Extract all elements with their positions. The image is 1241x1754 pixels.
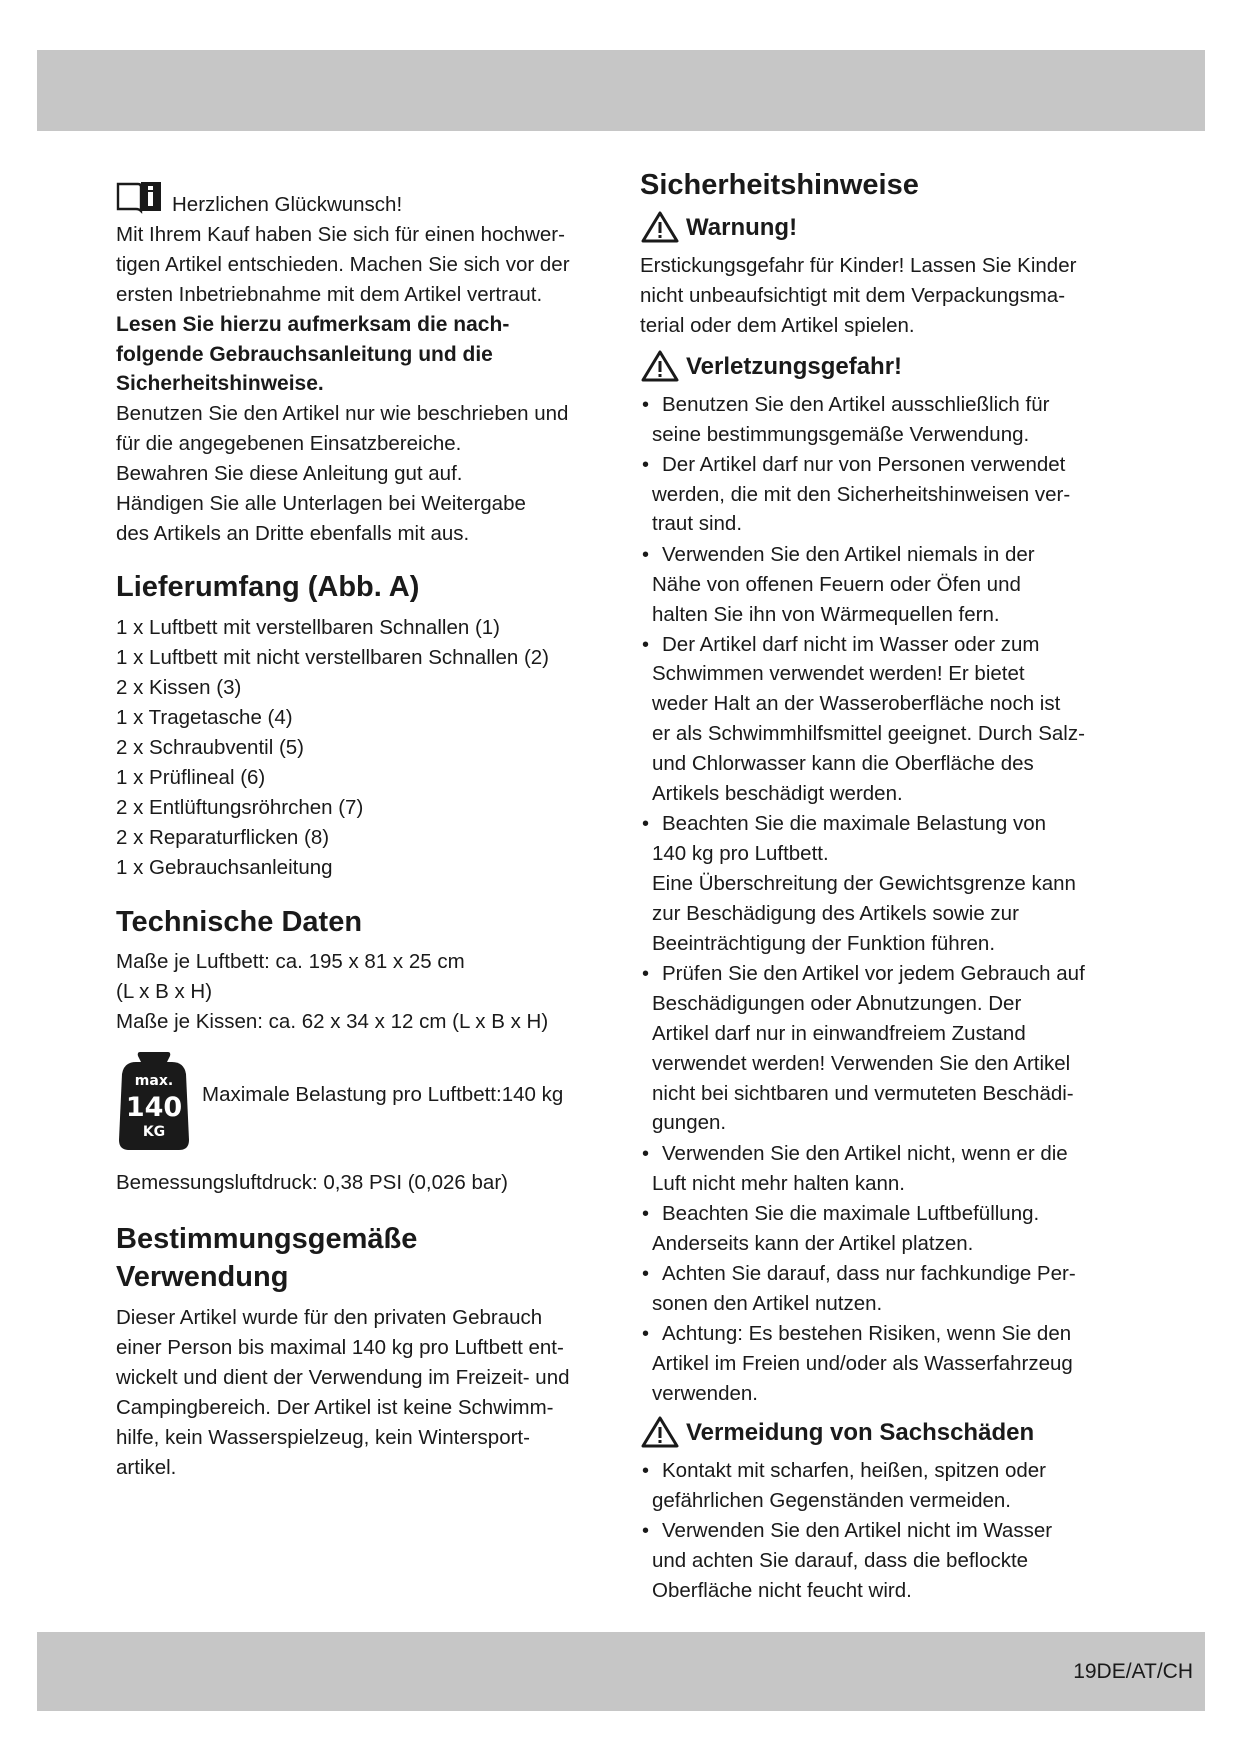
- verletzung-line: Beeinträchtigung der Funktion führen.: [652, 932, 996, 955]
- verletzung-line: gungen.: [652, 1111, 727, 1134]
- lieferumfang-item: 2 x Entlüftungsröhrchen (7): [116, 796, 364, 819]
- bullet: •: [642, 1520, 650, 1542]
- verletzung-line: Eine Überschreitung der Gewichtsgrenze kann: [652, 872, 1076, 895]
- intro-more-line: des Artikels an Dritte ebenfalls mit aus.: [116, 522, 470, 545]
- verletzung-line: Schwimmen verwendet werden! Er bietet: [652, 662, 1025, 685]
- technische-line: Maße je Luftbett: ca. 195 x 81 x 25 cm: [116, 950, 465, 973]
- sach-line: gefährlichen Gegenständen vermeiden.: [652, 1489, 1011, 1512]
- verletzung-line: Prüfen Sie den Artikel vor jedem Gebrauch auf: [662, 962, 1085, 985]
- verletzung-line: Beachten Sie die maximale Luftbefüllung.: [662, 1202, 1040, 1225]
- verletzung-line: Anderseits kann der Artikel platzen.: [652, 1232, 974, 1255]
- verletzung-heading: Verletzungsgefahr!: [686, 353, 903, 380]
- verletzung-line: Artikel darf nur in einwandfreiem Zustand: [652, 1022, 1026, 1045]
- lieferumfang-item: 2 x Schraubventil (5): [116, 736, 305, 759]
- bestimmung-line: artikel.: [116, 1456, 177, 1479]
- verletzung-line: Verwenden Sie den Artikel nicht, wenn er die: [662, 1142, 1068, 1165]
- verletzung-line: Benutzen Sie den Artikel ausschließlich für: [662, 393, 1050, 416]
- weight-max-icon: [118, 1048, 190, 1152]
- bestimmung-line: wickelt und dient der Verwendung im Freizeit- und: [116, 1366, 570, 1389]
- sach-line: und achten Sie darauf, dass die beflockte: [652, 1549, 1029, 1572]
- bullet: •: [642, 454, 650, 476]
- intro-line: Mit Ihrem Kauf haben Sie sich für einen hochwer-: [116, 223, 565, 246]
- max-load-text: Maximale Belastung pro Luftbett:140 kg: [202, 1083, 564, 1106]
- technische-line: Maße je Kissen: ca. 62 x 34 x 12 cm (L x B x H): [116, 1010, 549, 1033]
- warning-triangle-icon: [640, 1415, 680, 1449]
- lieferumfang-item: 2 x Kissen (3): [116, 676, 242, 699]
- sach-line: Kontakt mit scharfen, heißen, spitzen oder: [662, 1459, 1047, 1482]
- warnung-line: terial oder dem Artikel spielen.: [640, 314, 915, 337]
- verletzung-line: sonen den Artikel nutzen.: [652, 1292, 883, 1315]
- verletzung-line: Der Artikel darf nur von Personen verwendet: [662, 453, 1066, 476]
- intro-line: ersten Inbetriebnahme mit dem Artikel vertraut.: [116, 283, 543, 306]
- verletzung-line: Achtung: Es bestehen Risiken, wenn Sie den: [662, 1322, 1072, 1345]
- verletzung-line: werden, die mit den Sicherheitshinweisen ver-: [652, 483, 1071, 506]
- warnung-heading: Warnung!: [686, 214, 798, 241]
- verletzung-line: seine bestimmungsgemäße Verwendung.: [652, 423, 1030, 446]
- lieferumfang-item: 1 x Prüflineal (6): [116, 766, 266, 789]
- sicherheit-heading: Sicherheitshinweise: [640, 169, 919, 201]
- intro-more-line: für die angegebenen Einsatzbereiche.: [116, 432, 462, 455]
- bullet: •: [642, 394, 650, 416]
- bullet: •: [642, 813, 650, 835]
- bullet: •: [642, 1263, 650, 1285]
- sach-heading: Vermeidung von Sachschäden: [686, 1419, 1035, 1446]
- lieferumfang-item: 1 x Luftbett mit verstellbaren Schnallen (1): [116, 616, 500, 639]
- technische-heading: Technische Daten: [116, 906, 363, 938]
- footer-band: [37, 1632, 1205, 1711]
- verletzung-line: halten Sie ihn von Wärmequellen fern.: [652, 603, 1000, 626]
- verletzung-line: traut sind.: [652, 512, 743, 535]
- verletzung-line: Achten Sie darauf, dass nur fachkundige Per-: [662, 1262, 1076, 1285]
- warnung-line: Erstickungsgefahr für Kinder! Lassen Sie Kinder: [640, 254, 1077, 277]
- technische-line: (L x B x H): [116, 980, 213, 1003]
- verletzung-line: Beachten Sie die maximale Belastung von: [662, 812, 1047, 835]
- verletzung-line: Nähe von offenen Feuern oder Öfen und: [652, 573, 1021, 596]
- bullet: •: [642, 634, 650, 656]
- bestimmung-line: Dieser Artikel wurde für den privaten Gebrauch: [116, 1306, 543, 1329]
- intro-bold-line: Lesen Sie hierzu aufmerksam die nach-: [116, 313, 510, 336]
- bullet: •: [642, 963, 650, 985]
- header-band: [37, 50, 1205, 131]
- bestimmung-heading-2: Verwendung: [116, 1261, 289, 1293]
- verletzung-line: Verwenden Sie den Artikel niemals in der: [662, 543, 1035, 566]
- bullet: •: [642, 1460, 650, 1482]
- weight-icon-max: max.: [134, 1073, 174, 1089]
- intro-bold-line: folgende Gebrauchsanleitung und die: [116, 343, 493, 366]
- bestimmung-line: Campingbereich. Der Artikel ist keine Schwimm-: [116, 1396, 554, 1419]
- intro-more-line: Bewahren Sie diese Anleitung gut auf.: [116, 462, 463, 485]
- verletzung-line: Luft nicht mehr halten kann.: [652, 1172, 905, 1195]
- warning-triangle-icon: [640, 349, 680, 383]
- verletzung-line: weder Halt an der Wasseroberfläche noch ist: [652, 692, 1061, 715]
- verletzung-line: 140 kg pro Luftbett.: [652, 842, 829, 865]
- lieferumfang-item: 1 x Tragetasche (4): [116, 706, 293, 729]
- bullet: •: [642, 1323, 650, 1345]
- sach-line: Oberfläche nicht feucht wird.: [652, 1579, 912, 1602]
- page-number: 19DE/AT/CH: [1073, 1660, 1193, 1683]
- intro-title: Herzlichen Glückwunsch!: [172, 193, 403, 216]
- sach-line: Verwenden Sie den Artikel nicht im Wasser: [662, 1519, 1053, 1542]
- intro-line: tigen Artikel entschieden. Machen Sie sich vor der: [116, 253, 570, 276]
- lieferumfang-heading: Lieferumfang (Abb. A): [116, 571, 420, 603]
- weight-icon-unit: KG: [142, 1124, 166, 1140]
- intro-more-line: Händigen Sie alle Unterlagen bei Weitergabe: [116, 492, 526, 515]
- verletzung-line: und Chlorwasser kann die Oberfläche des: [652, 752, 1034, 775]
- verletzung-line: verwenden.: [652, 1382, 758, 1405]
- weight-icon-value: 140: [125, 1092, 183, 1123]
- lieferumfang-item: 2 x Reparaturflicken (8): [116, 826, 330, 849]
- verletzung-line: Artikels beschädigt werden.: [652, 782, 903, 805]
- intro-bold-line: Sicherheitshinweise.: [116, 372, 324, 395]
- verletzung-line: Der Artikel darf nicht im Wasser oder zum: [662, 633, 1040, 656]
- warnung-line: nicht unbeaufsichtigt mit dem Verpackungsma-: [640, 284, 1066, 307]
- bullet: •: [642, 544, 650, 566]
- warning-triangle-icon: [640, 210, 680, 244]
- verletzung-line: er als Schwimmhilfsmittel geeignet. Durch Salz-: [652, 722, 1085, 745]
- intro-more-line: Benutzen Sie den Artikel nur wie beschrieben und: [116, 402, 569, 425]
- pressure-text: Bemessungsluftdruck: 0,38 PSI (0,026 bar): [116, 1171, 508, 1194]
- bestimmung-line: hilfe, kein Wasserspielzeug, kein Wintersport-: [116, 1426, 530, 1449]
- verletzung-line: verwendet werden! Verwenden Sie den Artikel: [652, 1052, 1071, 1075]
- bullet: •: [642, 1143, 650, 1165]
- lieferumfang-item: 1 x Gebrauchsanleitung: [116, 856, 333, 879]
- verletzung-line: nicht bei sichtbaren und vermuteten Beschädi-: [652, 1082, 1074, 1105]
- lieferumfang-item: 1 x Luftbett mit nicht verstellbaren Schnallen (2): [116, 646, 549, 669]
- verletzung-line: Artikel im Freien und/oder als Wasserfahrzeug: [652, 1352, 1073, 1375]
- bestimmung-line: einer Person bis maximal 140 kg pro Luftbett ent-: [116, 1336, 564, 1359]
- verletzung-line: Beschädigungen oder Abnutzungen. Der: [652, 992, 1022, 1015]
- book-info-icon: [116, 180, 164, 214]
- bestimmung-heading-1: Bestimmungsgemäße: [116, 1223, 418, 1255]
- bullet: •: [642, 1203, 650, 1225]
- verletzung-line: zur Beschädigung des Artikels sowie zur: [652, 902, 1019, 925]
